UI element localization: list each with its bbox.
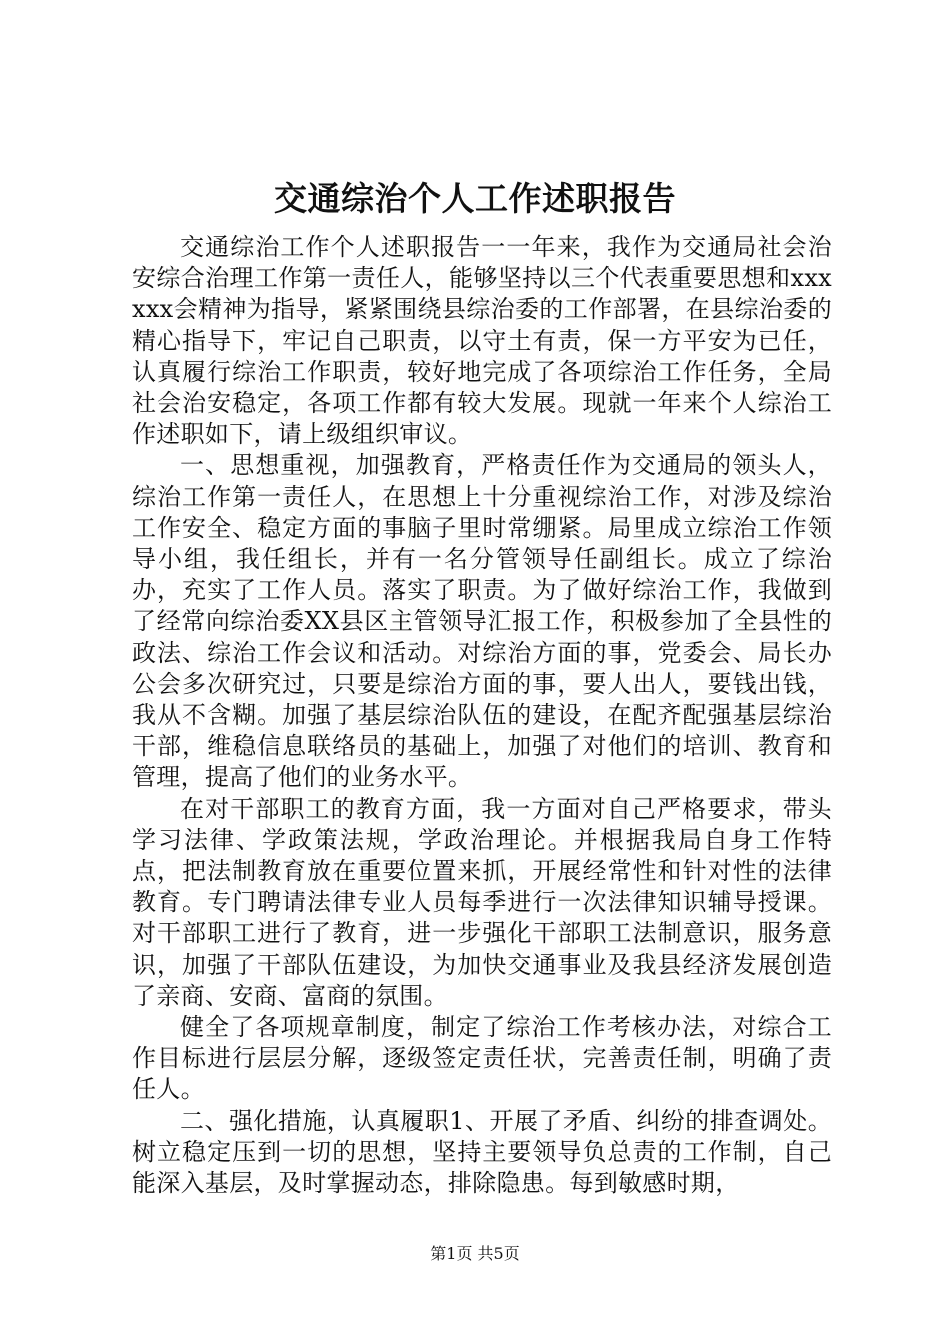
paragraph-section-two: 二、强化措施，认真履职1、开展了矛盾、纠纷的排查调处。树立稳定压到一切的思想，坚持主要领导负总责的工作制，自己能深入基层，及时掌握动态，排除隐患。每到敏感时期， <box>132 1106 832 1198</box>
page-footer: 第1页 共5页 <box>430 1244 520 1263</box>
document-body <box>132 232 832 1199</box>
paragraph-rules: 健全了各项规章制度，制定了综治工作考核办法，对综合工作目标进行层层分解，逐级签定责任状，完善责任制，明确了责任人。 <box>132 1013 832 1104</box>
paragraph-section-one: 一、思想重视，加强教育，严格责任作为交通局的领头人，综治工作第一责任人，在思想上十分重视综治工作，对涉及综治工作安全、稳定方面的事脑子里时常绷紧。局里成立综治工作领导小组，我任组长，并有一名分管领导任副组长。成立了综治办，充实了工作人员。落实了职责。为了做好综治工作，我做到了经常向综治委XX县区主管领导汇报工作，积极参加了全县性的政法、综治工作会议和活动。对综治方面的事，党委会、局长办公会多次研究过，只要是综治方面的事，要人出人，要钱出钱，我从不含糊。加强了基层综治队伍的建设，在配齐配强基层综治干部，维稳信息联络员的基础上，加强了对他们的培训、教育和管理，提高了他们的业务水平。 <box>132 451 832 792</box>
paragraph-intro: 交通综治工作个人述职报告一一年来，我作为交通局社会治安综合治理工作第一责任人，能够坚持以三个代表重要思想和xxxxxx会精神为指导，紧紧围绕县综治委的工作部署，在县综治委的精心指导下，牢记自己职责，以守土有责，保一方平安为已任，认真履行综治工作职责，较好地完成了各项综治工作任务，全局社会治安稳定，各项工作都有较大发展。现就一年来个人综治工作述职如下，请上级组织审议。 <box>132 233 832 449</box>
document-title: 交通综治个人工作述职报告 <box>274 179 676 218</box>
paragraph-education: 在对干部职工的教育方面，我一方面对自己严格要求，带头学习法律、学政策法规，学政治理论。并根据我局自身工作特点，把法制教育放在重要位置来抓，开展经常性和针对性的法律教育。专门聘请法律专业人员每季进行一次法律知识辅导授课。对干部职工进行了教育，进一步强化干部职工法制意识，服务意识，加强了干部队伍建设，为加快交通事业及我县经济发展创造了亲商、安商、富商的氛围。 <box>132 794 832 1010</box>
